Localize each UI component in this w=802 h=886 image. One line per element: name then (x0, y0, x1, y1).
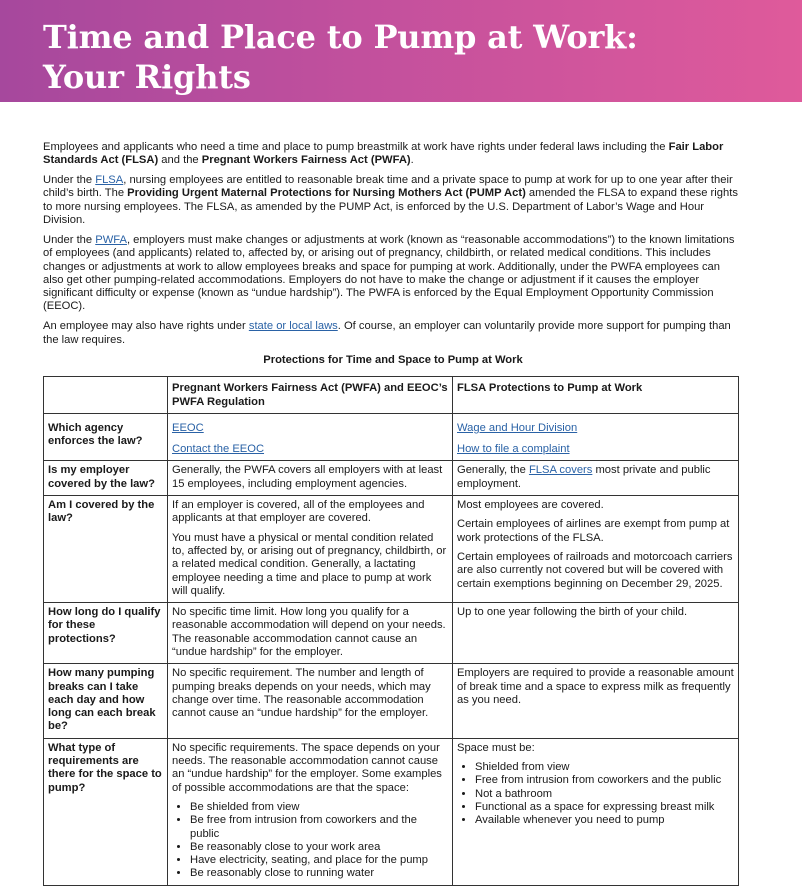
table-header-row (44, 377, 739, 414)
cell-paragraph: Most employees are covered. (457, 499, 604, 512)
row-question: What type of requirements are there for the space to pump? (44, 738, 168, 885)
pwfa-cell (168, 413, 453, 461)
flsa-space-list (457, 761, 734, 827)
row-question: How many pumping breaks can I take each day and how long can each break be? (44, 664, 168, 738)
header-flsa: FLSA Protections to Pump at Work (453, 377, 739, 414)
flsa-cell (453, 461, 739, 496)
title-line-1: Time and Place to Pump at Work: (43, 18, 638, 56)
text: . Of course, an employer can voluntarily provide more support for pumping than the law requires. (43, 320, 731, 346)
page-title (43, 17, 638, 97)
intro-paragraph-3 (43, 234, 743, 314)
intro-paragraph-2 (43, 174, 743, 227)
flsa-cell: Up to one year following the birth of your child. (453, 603, 739, 664)
list-item: • Have electricity, seating, and place for the pump (190, 854, 448, 867)
cell-paragraph: If an employer is covered, all of the employees and applicants at that employer are covered. (172, 499, 425, 525)
pwfa-cell: No specific time limit. How long you qualify for a reasonable accommodation will depend on your needs. The reasonable accommodation cannot cause an “undue hardship” for the employer. (168, 603, 453, 664)
pwfa-space-list (172, 801, 448, 881)
table-caption: Protections for Time and Space to Pump at Work (263, 353, 523, 366)
intro-paragraph-4 (43, 320, 743, 347)
text: most private and public employment. (457, 464, 711, 490)
header-pwfa: Pregnant Workers Fairness Act (PWFA) and EEOC’s PWFA Regulation (168, 377, 453, 414)
intro-paragraph-1 (43, 141, 743, 168)
list-item: • Available whenever you need to pump (475, 814, 734, 827)
cell-paragraph: You must have a physical or mental condition related to, affected by, or arising out of pregnancy, childbirth, or a related medical condition. Generally, a lactating employee needing a time and place to pump at work will qualify. (172, 531, 447, 597)
list-item: • Be reasonably close to running water (190, 867, 448, 880)
list-item: • Be shielded from view (190, 801, 448, 814)
list-item: • Not a bathroom (475, 788, 734, 801)
wage-hour-division-link[interactable]: Wage and Hour Division (457, 421, 578, 434)
table-row (44, 664, 739, 738)
table-row (44, 738, 739, 885)
text: . (410, 154, 414, 167)
list-item: • Shielded from view (475, 761, 734, 774)
list-item: • Be reasonably close to your work area (190, 841, 448, 854)
header-banner (0, 0, 802, 102)
row-question: How long do I qualify for these protections? (44, 603, 168, 664)
text: and the (158, 154, 202, 167)
text: Employees and applicants who need a time and place to pump breastmilk at work have rights under federal laws including the (43, 141, 669, 153)
flsa-covers-link[interactable]: FLSA covers (528, 464, 593, 477)
text: Generally, the (457, 464, 529, 477)
protections-table (43, 376, 739, 886)
title-line-2: Your Rights (43, 58, 251, 96)
table-row (44, 496, 739, 603)
cell-paragraph: Space must be: (457, 741, 535, 754)
header-blank (44, 377, 168, 414)
row-question: Which agency enforces the law? (44, 413, 168, 461)
flsa-cell (453, 738, 739, 885)
row-question: Is my employer covered by the law? (44, 461, 168, 496)
pwfa-cell: No specific requirement. The number and length of pumping breaks depends on your needs, which may change over time. The reasonable accommodation cannot cause an “undue hardship” for the employer. (168, 664, 453, 738)
text: Under the (43, 233, 96, 246)
contact-eeoc-link[interactable]: Contact the EEOC (172, 443, 265, 456)
text: An employee may also have rights under (43, 320, 249, 333)
file-complaint-link[interactable]: How to file a complaint (457, 443, 570, 456)
table-row (44, 413, 739, 461)
pwfa-cell: Generally, the PWFA covers all employers with at least 15 employees, including employment agencies. (168, 461, 453, 496)
pwfa-link[interactable]: PWFA (95, 233, 127, 246)
eeoc-link[interactable]: EEOC (172, 421, 204, 434)
bold-text: Providing Urgent Maternal Protections for Nursing Mothers Act (PUMP Act) (127, 187, 526, 200)
text: , nursing employees are entitled to reasonable break time and a private space to pump at work for up to one year after their child’s birth. The (43, 174, 733, 200)
row-question: Am I covered by the law? (44, 496, 168, 603)
cell-paragraph: Certain employees of airlines are exempt from pump at work protections of the FLSA. (457, 518, 730, 544)
table-row (44, 461, 739, 496)
cell-paragraph: Certain employees of railroads and motorcoach carriers are also currently not covered but will be covered with certain exemptions beginning on December 29, 2025. (457, 550, 733, 590)
cell-paragraph: No specific requirements. The space depends on your needs. The reasonable accommodation cannot cause an “undue hardship” for the employer. Some examples of possible accommodations are that the space: (172, 741, 442, 794)
text: , employers must make changes or adjustments at work (known as “reasonable accommodations”) to the known limitations of employees (and applicants) related to, affected by, or arising out of pregnancy, childbirth, or related medical conditions. This includes changes or adjustments at work to allow employees breaks and space for pumping at work. Additionally, under the PWFA employees can also get other pumping-related accommodations. Employers do not have to make the change or adjustment if it causes the employer significant difficulty or expense (known as “undue hardship”). The PWFA is enforced by the Equal Employment Opportunity Commission (EEOC). (43, 233, 735, 313)
list-item: • Free from intrusion from coworkers and the public (475, 774, 734, 787)
pwfa-cell (168, 738, 453, 885)
text: Under the (43, 174, 96, 187)
flsa-cell (453, 496, 739, 603)
flsa-cell: Employers are required to provide a reasonable amount of break time and a space to express milk as frequently as you need. (453, 664, 739, 738)
table-row (44, 603, 739, 664)
bold-text: Fair Labor Standards Act (FLSA) (43, 141, 724, 167)
text: amended the FLSA to expand these rights to more nursing employees. The FLSA, as amended by the PUMP Act, is enforced by the U.S. Department of Labor’s Wage and Hour Division. (43, 187, 738, 227)
list-item: • Be free from intrusion from coworkers and the public (190, 814, 448, 841)
pwfa-cell (168, 496, 453, 603)
main-content (43, 141, 743, 886)
list-item: • Functional as a space for expressing breast milk (475, 801, 734, 814)
flsa-cell (453, 413, 739, 461)
flsa-link[interactable]: FLSA (95, 174, 124, 187)
state-local-laws-link[interactable]: state or local laws (248, 320, 338, 333)
bold-text: Pregnant Workers Fairness Act (PWFA) (201, 154, 411, 167)
